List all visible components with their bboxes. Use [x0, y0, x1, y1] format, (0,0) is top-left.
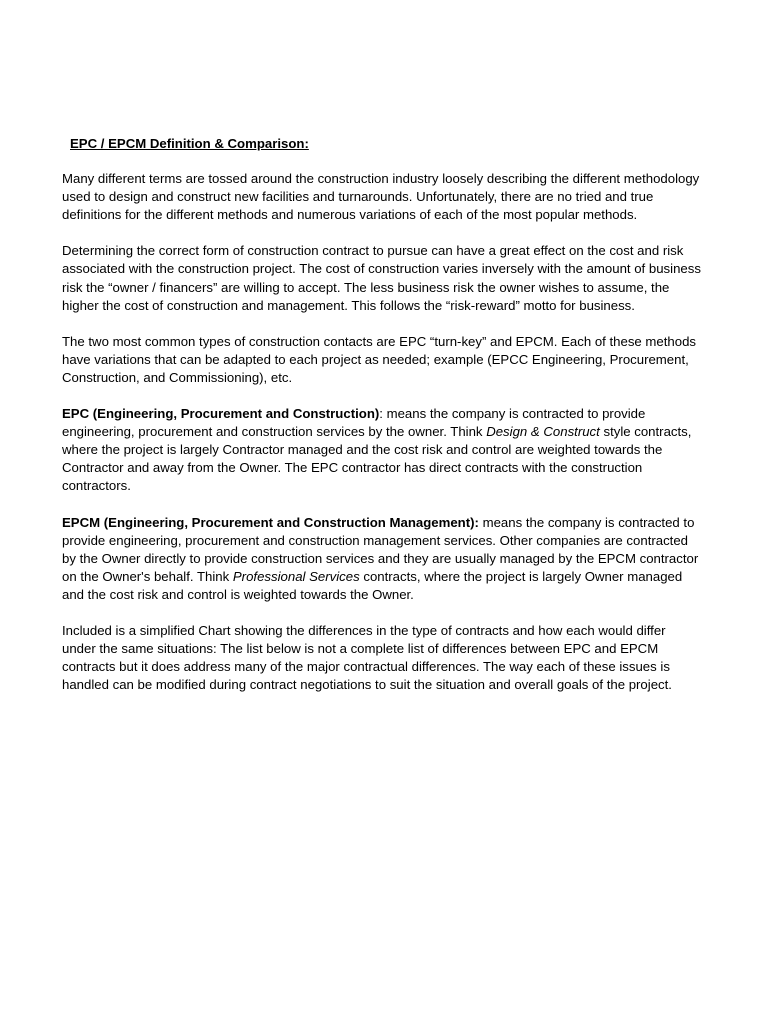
intro-paragraph: Many different terms are tossed around the construction industry loosely describing the different methodology used to design and construct new facilities and turnarounds. Unfortunately, there are no tried and true definitions for the different methods and numerous variations of each of the most popular methods. — [62, 171, 700, 223]
epc-text-a: : means the company is contracted to provide engineering, procurement and construction services by the owner. Think — [62, 406, 646, 440]
epc-emphasis: Design & Construct — [486, 424, 600, 440]
epcm-text-b: contracts, where the project is largely Owner managed and the cost risk and control is weighted towards the Owner. — [62, 568, 683, 602]
epcm-emphasis: Professional Services — [232, 568, 360, 584]
epcm-text-a: means the company is contracted to provide engineering, procurement and construction management services. Other companies are contracted by the Owner directly to provide construction services and they are usually managed by the EPCM contractor on the Owner's behalf. Think — [62, 514, 699, 584]
epc-definition-paragraph — [62, 405, 702, 495]
contract-form-paragraph: Determining the correct form of construction contract to pursue can have a great effect on the cost and risk associated with the construction project. The cost of construction varies inversely with the amount of business risk the “owner / financers” are willing to accept. The less business risk the owner wishes to assume, the higher the cost of construction and management. This follows the “risk-reward” motto for business. — [62, 243, 701, 313]
chart-intro-paragraph: Included is a simplified Chart showing the differences in the type of contracts and how each would differ under the same situations: The list below is not a complete list of differences between EPC and EPCM contracts but it does address many of the major contractual differences. The way each of these issues is handled can be modified during contract negotiations to suit the situation and overall goals of the project. — [62, 622, 672, 693]
document-heading: EPC / EPCM Definition & Comparison: — [70, 136, 309, 151]
epcm-definition-paragraph — [62, 514, 702, 604]
epc-term: EPC (Engineering, Procurement and Construction) — [62, 406, 380, 422]
contract-types-paragraph: The two most common types of construction contacts are EPC “turn-key” and EPCM. Each of these methods have variations that can be adapted to each project as needed; example (EPCC Engineering, Procurement, Construction, and Commissioning), etc. — [62, 333, 697, 385]
document-page — [62, 135, 702, 712]
epcm-term: EPCM (Engineering, Procurement and Construction Management): — [62, 514, 479, 530]
epc-text-b: style contracts, where the project is largely Contractor managed and the cost risk and control are weighted towards the Contractor and away from the Owner. The EPC contractor has direct contracts with the construction contractors. — [62, 424, 692, 494]
